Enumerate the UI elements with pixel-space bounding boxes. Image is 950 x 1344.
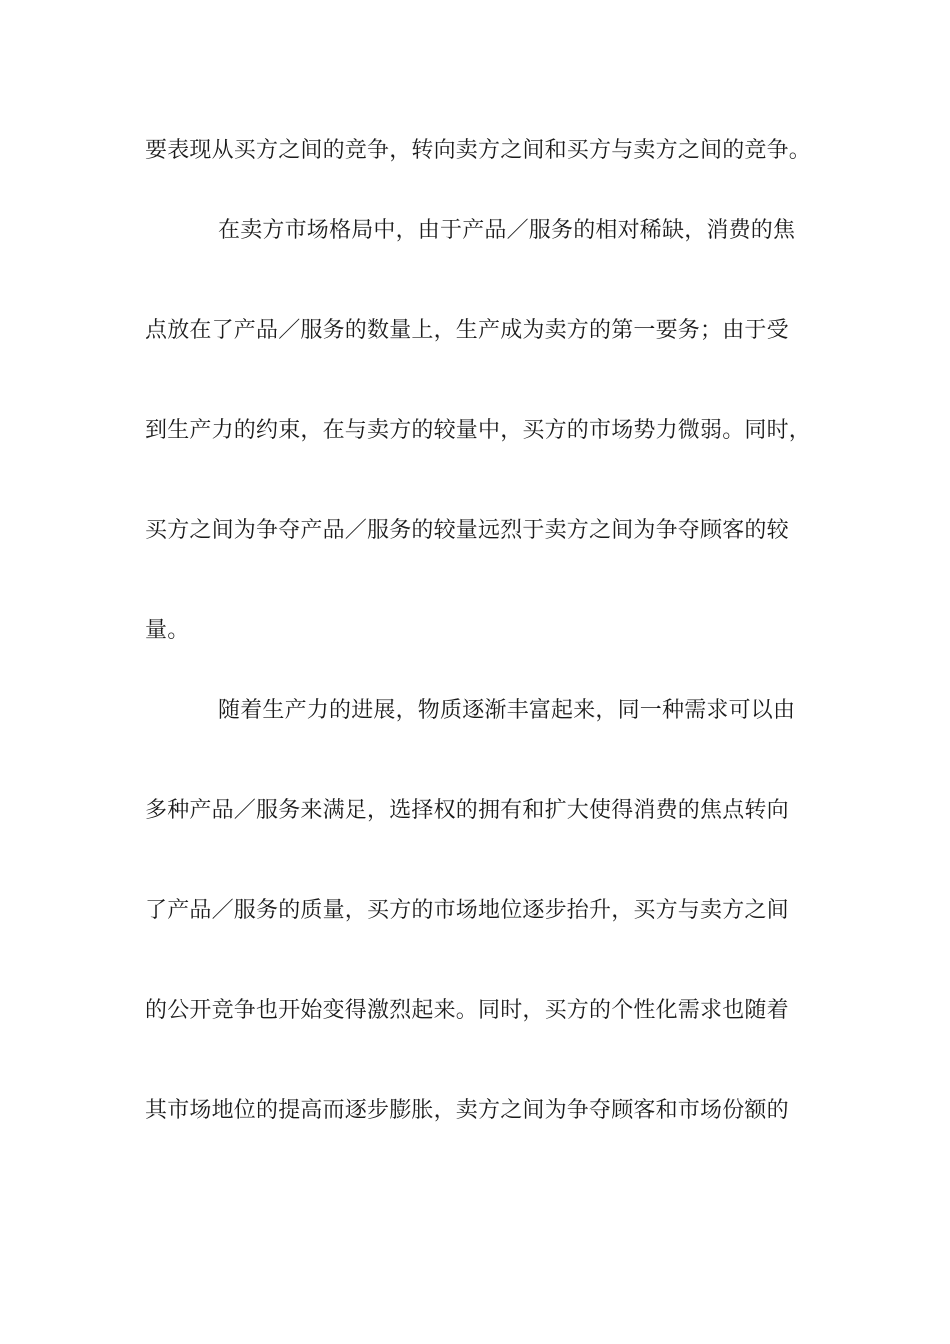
text-line: 要表现从买方之间的竞争，转向卖方之间和买方与卖方之间的竞争。	[145, 138, 812, 163]
text-line: 买方之间为争夺产品／服务的较量远烈于卖方之间为争夺顾客的较	[145, 518, 789, 543]
text-line: 其市场地位的提高而逐步膨胀，卖方之间为争夺顾客和市场份额的	[145, 1098, 789, 1123]
paragraph-start-line: 随着生产力的进展，物质逐渐丰富起来，同一种需求可以由	[218, 698, 796, 723]
text-line: 点放在了产品／服务的数量上，生产成为卖方的第一要务；由于受	[145, 318, 789, 343]
paragraph-start-line: 在卖方市场格局中，由于产品／服务的相对稀缺，消费的焦	[218, 218, 796, 243]
text-line: 到生产力的约束，在与卖方的较量中，买方的市场势力微弱。同时，	[145, 418, 812, 443]
text-line: 了产品／服务的质量，买方的市场地位逐步抬升，买方与卖方之间	[145, 898, 789, 923]
text-line: 的公开竞争也开始变得激烈起来。同时，买方的个性化需求也随着	[145, 998, 789, 1023]
text-line: 量。	[145, 618, 190, 643]
text-line: 多种产品／服务来满足，选择权的拥有和扩大使得消费的焦点转向	[145, 798, 789, 823]
